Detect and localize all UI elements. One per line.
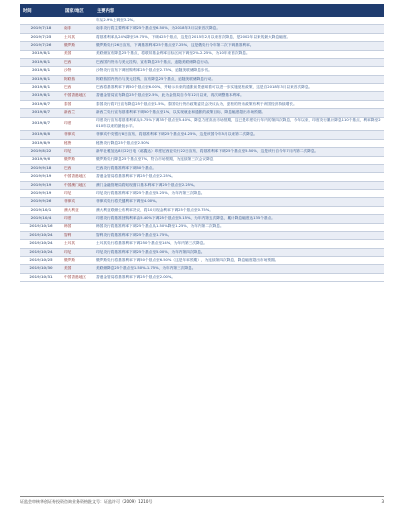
page-number: 3 [381, 499, 384, 504]
cell-date: 2019/10/1 [20, 206, 62, 214]
page-footer [20, 496, 384, 505]
cell-country: 新西兰 [62, 109, 94, 117]
cell-content: 将基准利率从24%降至19.75%，下调425个基点，这是自2015年2月以来首次降息，是2002年以来的最大降息幅度。 [94, 33, 384, 41]
cell-content: 韩国央行将基准利率下调25个基点从1.50%降至1.25%，为年内第二次降息。 [94, 223, 384, 231]
cell-date: 2019/10/16 [20, 223, 62, 231]
table-body [20, 17, 384, 282]
table-row [20, 223, 384, 231]
cell-date: 2019/8/1 [20, 92, 62, 100]
cell-content: 南非央行将主要利率下调25个基点至6.50%，为2018年3月以来首次降息。 [94, 25, 384, 33]
cell-date: 2019/10/24 [20, 231, 62, 239]
table-row [20, 33, 384, 41]
cell-country: 沙特 [62, 67, 94, 75]
cell-content: 新华社雅加达8月22日电（郝鑫达）印度尼西亚央行22日宣布，将基准利率下调25个基点至5.50%，这是该行自今年7月内第二次降息。 [94, 148, 384, 156]
header-country: 国家/地区 [62, 4, 94, 17]
cell-country: 印尼 [62, 148, 94, 156]
cell-date: 2019/8/7 [20, 100, 62, 108]
cell-content: 菲律宾中央银行8日宣布，将基准利率下调25个基点至4.25%，这是该国今年5月以来第二次降息。 [94, 131, 384, 139]
cell-country: 中国澳门地区 [62, 181, 94, 189]
table-row [20, 206, 384, 214]
table-row [20, 117, 384, 131]
table-row [20, 92, 384, 100]
cell-country [62, 17, 94, 25]
cell-country: 澳大利亚 [62, 206, 94, 214]
cell-date: 2019/8/1 [20, 67, 62, 75]
table-row [20, 240, 384, 248]
cell-country: 印度 [62, 117, 94, 131]
table-row [20, 198, 384, 206]
cell-country: 巴西 [62, 84, 94, 92]
cell-date: 2019/9/18 [20, 164, 62, 172]
table-row [20, 25, 384, 33]
cell-date: 2019/10/24 [20, 240, 62, 248]
cell-country: 中国香港地区 [62, 173, 94, 181]
cell-date: 2019/8/9 [20, 139, 62, 147]
cell-date: 2019/8/22 [20, 148, 62, 156]
table-row [20, 190, 384, 198]
cell-country: 土耳其 [62, 240, 94, 248]
header-date: 时间 [20, 4, 62, 17]
cell-country: 中国香港地区 [62, 92, 94, 100]
cell-country: 巴西 [62, 164, 94, 172]
cell-content: 阿联酋国内货币与美元挂钩，宣布降息25个基点，追随美联储降息行动。 [94, 75, 384, 83]
page-content [20, 4, 384, 282]
cell-country: 秘鲁 [62, 139, 94, 147]
cell-content: 澳大利亚联储公布利率决议，将10月现金利率下调25个基点至0.75%。 [94, 206, 384, 214]
cell-country: 印度 [62, 215, 94, 223]
table-row [20, 84, 384, 92]
cell-content: 智利央行将基准利率下调25个基点至1.75%。 [94, 231, 384, 239]
cell-date: 2019/7/25 [20, 33, 62, 41]
cell-date: 2019/9/19 [20, 173, 62, 181]
table-row [20, 265, 384, 273]
cell-date: 2019/10/31 [20, 273, 62, 281]
table-row [20, 164, 384, 172]
cell-date: 2019/8/1 [20, 58, 62, 66]
cell-date: 2019/10/25 [20, 257, 62, 265]
cell-content: 土耳其央行将基准利率下调250个基点至14%，为年内第三次降息。 [94, 240, 384, 248]
cell-date: 2019/10/4 [20, 215, 62, 223]
cell-date: 2019/10/30 [20, 265, 62, 273]
table-row [20, 257, 384, 265]
cell-country: 巴西 [62, 58, 94, 66]
cell-content: 俄罗斯央行26日宣布，下调基准利率25个基点至7.25%，这是俄央行今年第二次下调基准利率。 [94, 42, 384, 50]
cell-country: 俄罗斯 [62, 257, 94, 265]
table-header-row [20, 4, 384, 17]
cell-date: 2019/7/18 [20, 25, 62, 33]
cell-content: 香港金管局将基准利率下调25个基点至2.25%。 [94, 173, 384, 181]
cell-date: 2019/8/1 [20, 84, 62, 92]
cell-country: 俄罗斯 [62, 156, 94, 164]
cell-country: 土耳其 [62, 33, 94, 41]
cell-content: 年从2.9%上调至3.2%。 [94, 17, 384, 25]
table-row [20, 181, 384, 189]
cell-content: 新西兰央行宣布基准利率下调50个基点至1%，以实现就业和通胀的政策目标，降息幅度超出市场预期。 [94, 109, 384, 117]
cell-country: 中国香港地区 [62, 273, 94, 281]
cell-country: 阿联酋 [62, 75, 94, 83]
cell-content: 美联储宣布降息25个基点，将联邦基金利率目标区间下调至2%-2.25%，为10年来首次降息。 [94, 50, 384, 58]
table-row [20, 156, 384, 164]
cell-country: 智利 [62, 231, 94, 239]
table-row [20, 58, 384, 66]
cell-country: 俄罗斯 [62, 42, 94, 50]
table-row [20, 139, 384, 147]
cell-content: 菲律宾央行将关键利率下调至4.00%。 [94, 198, 384, 206]
cell-content: 巴西国内货币与美元挂钩，宣布降息25个基点，追随美联储降息行动。 [94, 58, 384, 66]
cell-country: 印尼 [62, 248, 94, 256]
cell-country: 泰国 [62, 100, 94, 108]
cell-country: 菲律宾 [62, 131, 94, 139]
cell-content: 香港金管局将基准利率下调25个基点至2.00%。 [94, 273, 384, 281]
cell-date: 2019/9/6 [20, 156, 62, 164]
cell-country: 印尼 [62, 190, 94, 198]
central-bank-rate-table [20, 4, 384, 282]
table-row [20, 75, 384, 83]
cell-content: 巴西将基准利率下调50个基点至6.00%，并暗示未来的通胀前景意味着可以进一步实施宽松政策，这是自2018年3月以来首次降息。 [94, 84, 384, 92]
cell-date: 2019/10/24 [20, 248, 62, 256]
cell-date: 2019/8/1 [20, 75, 62, 83]
table-row [20, 173, 384, 181]
table-row [20, 248, 384, 256]
cell-date: 2019/8/1 [20, 50, 62, 58]
cell-date: 2019/8/7 [20, 117, 62, 131]
cell-content: 澳门金融管理局将贴现窗口基本利率下调25个基点至2.25%。 [94, 181, 384, 189]
cell-country: 南非 [62, 25, 94, 33]
cell-country: 菲律宾 [62, 198, 94, 206]
cell-content: 俄罗斯央行降息25个基点至7%，符合市场预期，为连续第三次会议降息 [94, 156, 384, 164]
cell-content: 泰国央行将7日宣布降息25个基点至1.5%。泰国央行货币政策委员会决议认为，更松的货币政策有利于该国经济持续增长。 [94, 100, 384, 108]
table-row [20, 67, 384, 75]
cell-content: 美联储降息25个基点至1.50%-1.75%，为年内第三次降息。 [94, 265, 384, 273]
cell-content: 沙特央行宣布下调回购利率25个基点至2.75%，追随美联储降息步伐。 [94, 67, 384, 75]
cell-date: 2019/8/7 [20, 109, 62, 117]
cell-content: 印度央行将基准回购利率由5.40%下调25个基点至5.15%，为年内第五次降息，累计降息幅度达135个基点。 [94, 215, 384, 223]
table-row [20, 109, 384, 117]
table-row [20, 42, 384, 50]
cell-date: 2019/9/26 [20, 198, 62, 206]
table-row [20, 17, 384, 25]
cell-country: 美国 [62, 265, 94, 273]
footer-disclaimer: 证监会审核华创证券投资咨询业务资格批文号：证监许可（2009）1210号 [20, 499, 153, 504]
cell-content: 印度央行宣布将基准利率从5.75%下调35个基点至5.40%，降息力度高出市场预期，这已是印度央行年内的第四次降息，今年以来，印度央行累计降息110个基点，利率降至2010年以来的最低水平。 [94, 117, 384, 131]
table-row [20, 215, 384, 223]
cell-country: 韩国 [62, 223, 94, 231]
cell-content: 印尼央行将基准利率下调25个基点至5.25%，为年内第三次降息。 [94, 190, 384, 198]
header-content: 主要内容 [94, 4, 384, 17]
table-row [20, 148, 384, 156]
cell-date [20, 17, 62, 25]
table-row [20, 231, 384, 239]
cell-country: 美国 [62, 50, 94, 58]
cell-content: 俄罗斯央行将基准利率下调50个基点至6.50%（这是年率预期），为连续第四次降息，降息幅度超出市场预期。 [94, 257, 384, 265]
cell-date: 2019/7/26 [20, 42, 62, 50]
cell-content: 香港金管局宣布降息25个基点至2.5%，此为金管局自今年12月以来，再次调整基本利率。 [94, 92, 384, 100]
cell-content: 巴西央行将基准利率下调50个基点。 [94, 164, 384, 172]
cell-date: 2019/8/8 [20, 131, 62, 139]
table-row [20, 50, 384, 58]
table-row [20, 131, 384, 139]
cell-content: 秘鲁央行降息25个基点至2.50% [94, 139, 384, 147]
cell-date: 2019/9/19 [20, 190, 62, 198]
cell-date: 2019/9/19 [20, 181, 62, 189]
table-row [20, 273, 384, 281]
cell-content: 印尼央行将基准利率下调25个基点至5.00%，为年内第四次降息。 [94, 248, 384, 256]
table-row [20, 100, 384, 108]
